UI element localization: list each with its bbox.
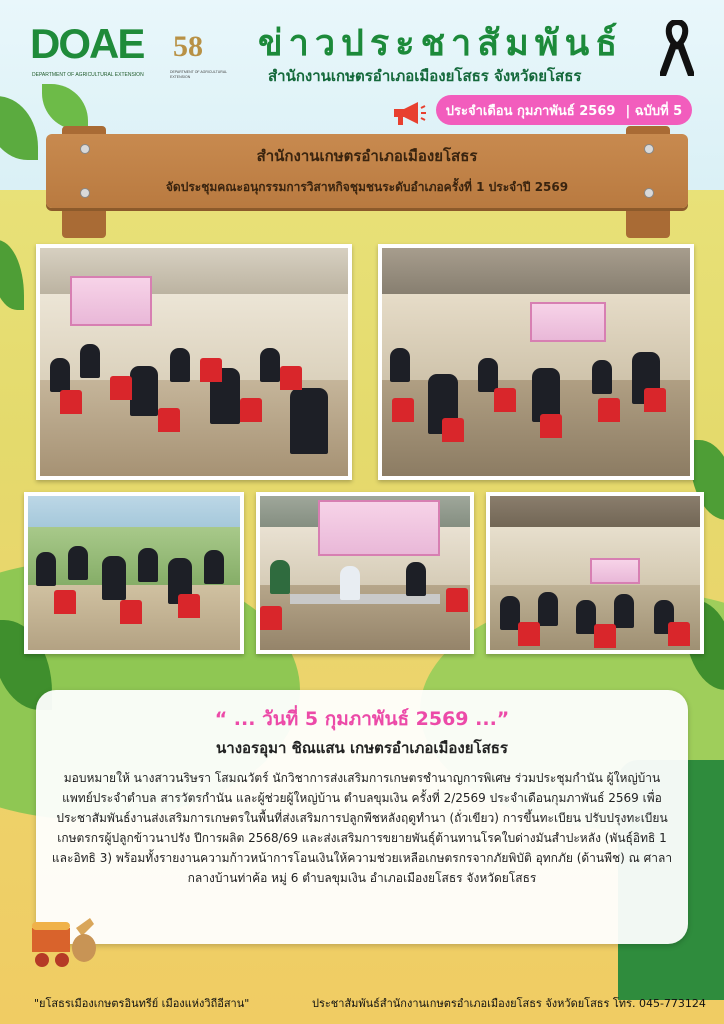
article-card: [36, 690, 688, 944]
logo-text: DOAE: [30, 20, 144, 67]
issue-number: | ฉบับที่ 5: [625, 103, 683, 119]
headline-board: [46, 134, 688, 208]
issue-badge: [436, 95, 692, 125]
footer-slogan: "ยโสธรเมืองเกษตรอินทรีย์ เมืองแห่งวิถีอีสาน": [34, 997, 250, 1010]
anniversary-number: 58: [173, 30, 203, 63]
anniversary-logo: [170, 22, 227, 80]
anniversary-caption: DEPARTMENT OF AGRICULTURAL EXTENSION: [170, 70, 227, 79]
page-title: ข่าวประชาสัมพันธ์: [258, 23, 624, 64]
meeting-photo-4: [256, 492, 474, 654]
meeting-photo-2: [378, 244, 694, 480]
megaphone-icon: [392, 100, 426, 126]
article-author: นางอรอุมา ชิณแสน เกษตรอำเภอเมืองยโสธร: [216, 739, 508, 757]
meeting-photo-3: [24, 492, 244, 654]
article-body: มอบหมายให้ นางสาวนริษรา โสมณวัตร์ นักวิชาการส่งเสริมการเกษตรชำนาญการพิเศษ ร่วมประชุมกำนัน ผู้ใหญ่บ้าน แพทย์ประจำตำบล สารวัตรกำนัน และผู้ช่วยผู้ใหญ่บ้าน ตำบลขุมเงิน ครั้งที่ 2/2569 ประจำเดือนกุมภาพันธ์ 2569 เพื่อประชาสัมพันธ์งานส่งเสริมการเกษตรในพื้นที่ส่งเสริมการปลูกพืชหลังฤดูทำนา (ถั่วเขียว) การขึ้นทะเบียน ปรับปรุงทะเบียนเกษตรกรผู้ปลูกข้าวนาปรัง ปีการผลิต 2568/69 และส่งเสริมการขยายพันธุ์ต้านทานโรคใบด่างมันสำปะหลัง (พันธุ์อิทธิ 1 และอิทธิ 3) พร้อมทั้งรายงานความก้าวหน้าการโอนเงินให้ความช่วยเหลือเกษตรกรจากภัยพิบัติ อุทกภัย (ด้านพืช) ณ ศาลากลางบ้านท่าค้อ หมู่ 6 ตำบลขุมเงิน อำเภอเมืองยโสธร จังหวัดยโสธร: [51, 771, 673, 885]
meeting-photo-1: [36, 244, 352, 480]
logo-caption: DEPARTMENT OF AGRICULTURAL EXTENSION: [32, 72, 144, 78]
board-subtitle: จัดประชุมคณะอนุกรรมการวิสาหกิจชุมชนระดับอำเภอครั้งที่ 1 ประจำปี 2569: [165, 180, 569, 194]
footer-contact: ประชาสัมพันธ์สำนักงานเกษตรอำเภอเมืองยโสธร จังหวัดยโสธร โทร. 045-773124: [312, 997, 706, 1010]
black-ribbon-icon: [660, 20, 694, 76]
page-subtitle: สำนักงานเกษตรอำเภอเมืองยโสธร จังหวัดยโสธร: [268, 67, 582, 85]
meeting-photo-5: [486, 492, 704, 654]
harvest-cart-icon: [28, 914, 98, 970]
issue-month: ประจำเดือน กุมภาพันธ์ 2569: [445, 103, 616, 119]
board-title: สำนักงานเกษตรอำเภอเมืองยโสธร: [256, 147, 478, 165]
article-date-quote: “ ... วันที่ 5 กุมภาพันธ์ 2569 ...”: [214, 708, 510, 730]
doae-logo: [30, 20, 162, 82]
